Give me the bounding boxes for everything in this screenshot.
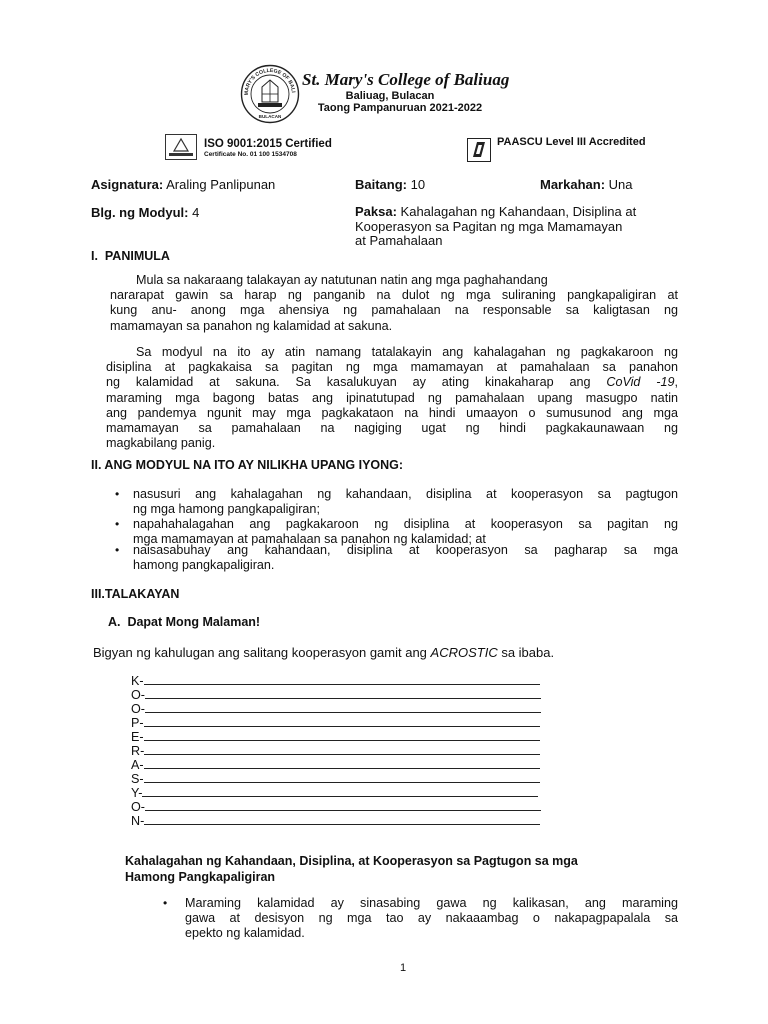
objective-2-line-2: mga mamamayan at pamahalaan sa panahon ng kalamidad; at — [133, 532, 486, 547]
objective-1-line-1: nasusuri ang kahalagahan ng kahandaan, disiplina at kooperasyon sa pagtugon — [133, 487, 678, 501]
objective-2-line-1: napahahalagahan ang pagkakaroon ng disiplina at kooperasyon sa pagitan ng — [133, 517, 678, 531]
bullet-icon: • — [115, 487, 120, 501]
acrostic-line-n[interactable]: N- — [131, 814, 540, 828]
panimula-paragraph-2 — [106, 345, 678, 451]
paksa-line-1: Kahalagahan ng Kahandaan, Disiplina at — [400, 204, 637, 219]
para2-line-6: mamamayan sa pamahalaan na nagiging ugat ng hindi pagkakaunawaan ng — [106, 421, 678, 436]
para2-line-3-comma: , — [674, 375, 678, 390]
acrostic-line-k[interactable]: K- — [131, 674, 540, 688]
baitang-label: Baitang: — [355, 177, 407, 192]
seal-ring-text: MARY'S COLLEGE OF BALI — [243, 67, 296, 96]
para1-line-1: Mula sa nakaraang talakayan ay natutunan natin ang mga paghahandang — [136, 273, 548, 287]
paksa-line-3: at Pamahalaan — [355, 233, 443, 248]
kalamidad-line-2: gawa at desisyon ng mga tao ay nakaaambag o nakapagpapalala sa — [185, 911, 678, 926]
paksa-line-2: Kooperasyon sa Pagitan ng mga Mamamayan — [355, 218, 623, 234]
acrostic-line-r[interactable]: R- — [131, 744, 540, 758]
paksa-label: Paksa: — [355, 204, 397, 219]
acrostic-instruction — [93, 645, 554, 660]
iso-title: ISO 9001:2015 Certified — [204, 138, 332, 150]
markahan-value: Una — [608, 177, 633, 192]
dapat-mong-malaman-heading: A. Dapat Mong Malaman! — [108, 615, 261, 629]
modyul-label: Blg. ng Modyul: — [91, 205, 189, 220]
kalamidad-bullet — [163, 896, 678, 942]
page-number: 1 — [400, 962, 407, 974]
covid-term: CoVid -19 — [606, 375, 675, 390]
acrostic-term: ACROSTIC — [430, 645, 498, 660]
paascu-logo-icon — [467, 138, 491, 162]
acrostic-line-o2[interactable]: O- — [131, 702, 541, 716]
school-year: Taong Pampanuruan 2021-2022 — [317, 102, 483, 114]
kahalagahan-title-line-1: Kahalagahan ng Kahandaan, Disiplina, at Kooperasyon sa Pagtugon sa mga — [125, 854, 578, 868]
acrostic-line-o1[interactable]: O- — [131, 688, 541, 702]
objective-item-1 — [115, 487, 678, 517]
bullet-icon: • — [115, 543, 120, 557]
kahalagahan-title-line-2: Hamong Pangkapaligiran — [125, 870, 276, 884]
para2-line-7: magkabilang panig. — [106, 436, 216, 451]
kahalagahan-title — [125, 853, 578, 885]
kalamidad-line-3: epekto ng kalamidad. — [185, 926, 305, 941]
section-talakayan-heading: III.TALAKAYAN — [91, 587, 180, 601]
iso-certificate: Certificate No. 01 100 1534708 — [204, 151, 297, 158]
instruction-tail: sa ibaba. — [497, 645, 555, 660]
baitang-value: 10 — [410, 177, 426, 192]
acrostic-line-s[interactable]: S- — [131, 772, 540, 786]
para1-line-4: mamamayan sa panahon ng kalamidad at sakuna. — [110, 318, 393, 333]
objective-3-line-1: naisasabuhay ang kahandaan, disiplina at kooperasyon sa pagharap sa mga — [133, 543, 678, 557]
asignatura-value: Araling Panlipunan — [166, 177, 276, 192]
bullet-icon: • — [115, 517, 120, 531]
panimula-paragraph-1 — [110, 273, 678, 334]
baitang-row — [355, 177, 425, 192]
acrostic-line-a[interactable]: A- — [131, 758, 540, 772]
instruction-text: Bigyan ng kahulugan ang salitang kooperasyon gamit ang — [93, 645, 431, 660]
iso-logo-icon — [165, 134, 197, 160]
objective-3-line-2: hamong pangkapaligiran. — [133, 558, 275, 573]
para2-line-1: Sa modyul na ito ay atin namang tatalakayin ang kahalagahan ng pagkakaroon ng — [136, 345, 678, 359]
para1-line-2: nararapat gawin sa harap ng panganib na dulot ng mga suliraning pangkapaligiran at — [110, 288, 678, 303]
para2-line-4: maraming mga bagong batas ang ipinatutupad ng pamahalaan upang masugpo natin — [106, 390, 678, 405]
acrostic-line-e[interactable]: E- — [131, 730, 540, 744]
paascu-accreditation: PAASCU Level III Accredited — [497, 136, 646, 148]
modyul-row — [91, 205, 199, 220]
para2-line-2: disiplina at pagkakaisa sa pagitan ng mga mamamayan at pamahalaan sa panahon — [106, 360, 678, 375]
markahan-row — [540, 177, 633, 192]
section-panimula-heading: I. PANIMULA — [91, 249, 170, 263]
svg-text:ST. MARY'S COLLEGE OF BALIUAG — [240, 64, 296, 95]
para2-line-3-text: ng kalamidad at sakuna. Sa kasalukuyan ay ating kinakaharap ang — [106, 375, 607, 390]
kalamidad-line-1: Maraming kalamidad ay sinasabing gawa ng kalikasan, ang maraming — [185, 896, 678, 910]
para2-line-3 — [106, 375, 678, 390]
acrostic-line-o3[interactable]: O- — [131, 800, 541, 814]
school-location: Baliuag, Bulacan — [345, 90, 435, 102]
acrostic-line-p[interactable]: P- — [131, 716, 540, 730]
school-seal — [240, 64, 300, 124]
para1-line-3: kung anu- anong mga ahensiya ng pamahalaan na responsable sa kaligtasan ng — [110, 303, 678, 318]
paksa-block — [355, 205, 685, 249]
seal-bottom-text: BULACAN — [258, 114, 282, 119]
para2-line-5: ang pandemya ngunit may mga pagkakataon na hindi umaayon o sumusunod ang mga — [106, 405, 678, 420]
acrostic-line-y[interactable]: Y- — [131, 786, 538, 800]
asignatura-label: Asignatura: — [91, 177, 164, 192]
modyul-value: 4 — [192, 205, 200, 220]
school-name: St. Mary's College of Baliuag — [302, 70, 510, 89]
objective-1-line-2: ng mga hamong pangkapaligiran; — [133, 502, 320, 517]
section-objectives-heading: II. ANG MODYUL NA ITO AY NILIKHA UPANG IYONG: — [91, 458, 404, 472]
markahan-label: Markahan: — [540, 177, 606, 192]
objective-item-3 — [115, 543, 678, 573]
bullet-icon: • — [163, 896, 168, 910]
asignatura-row — [91, 177, 275, 192]
